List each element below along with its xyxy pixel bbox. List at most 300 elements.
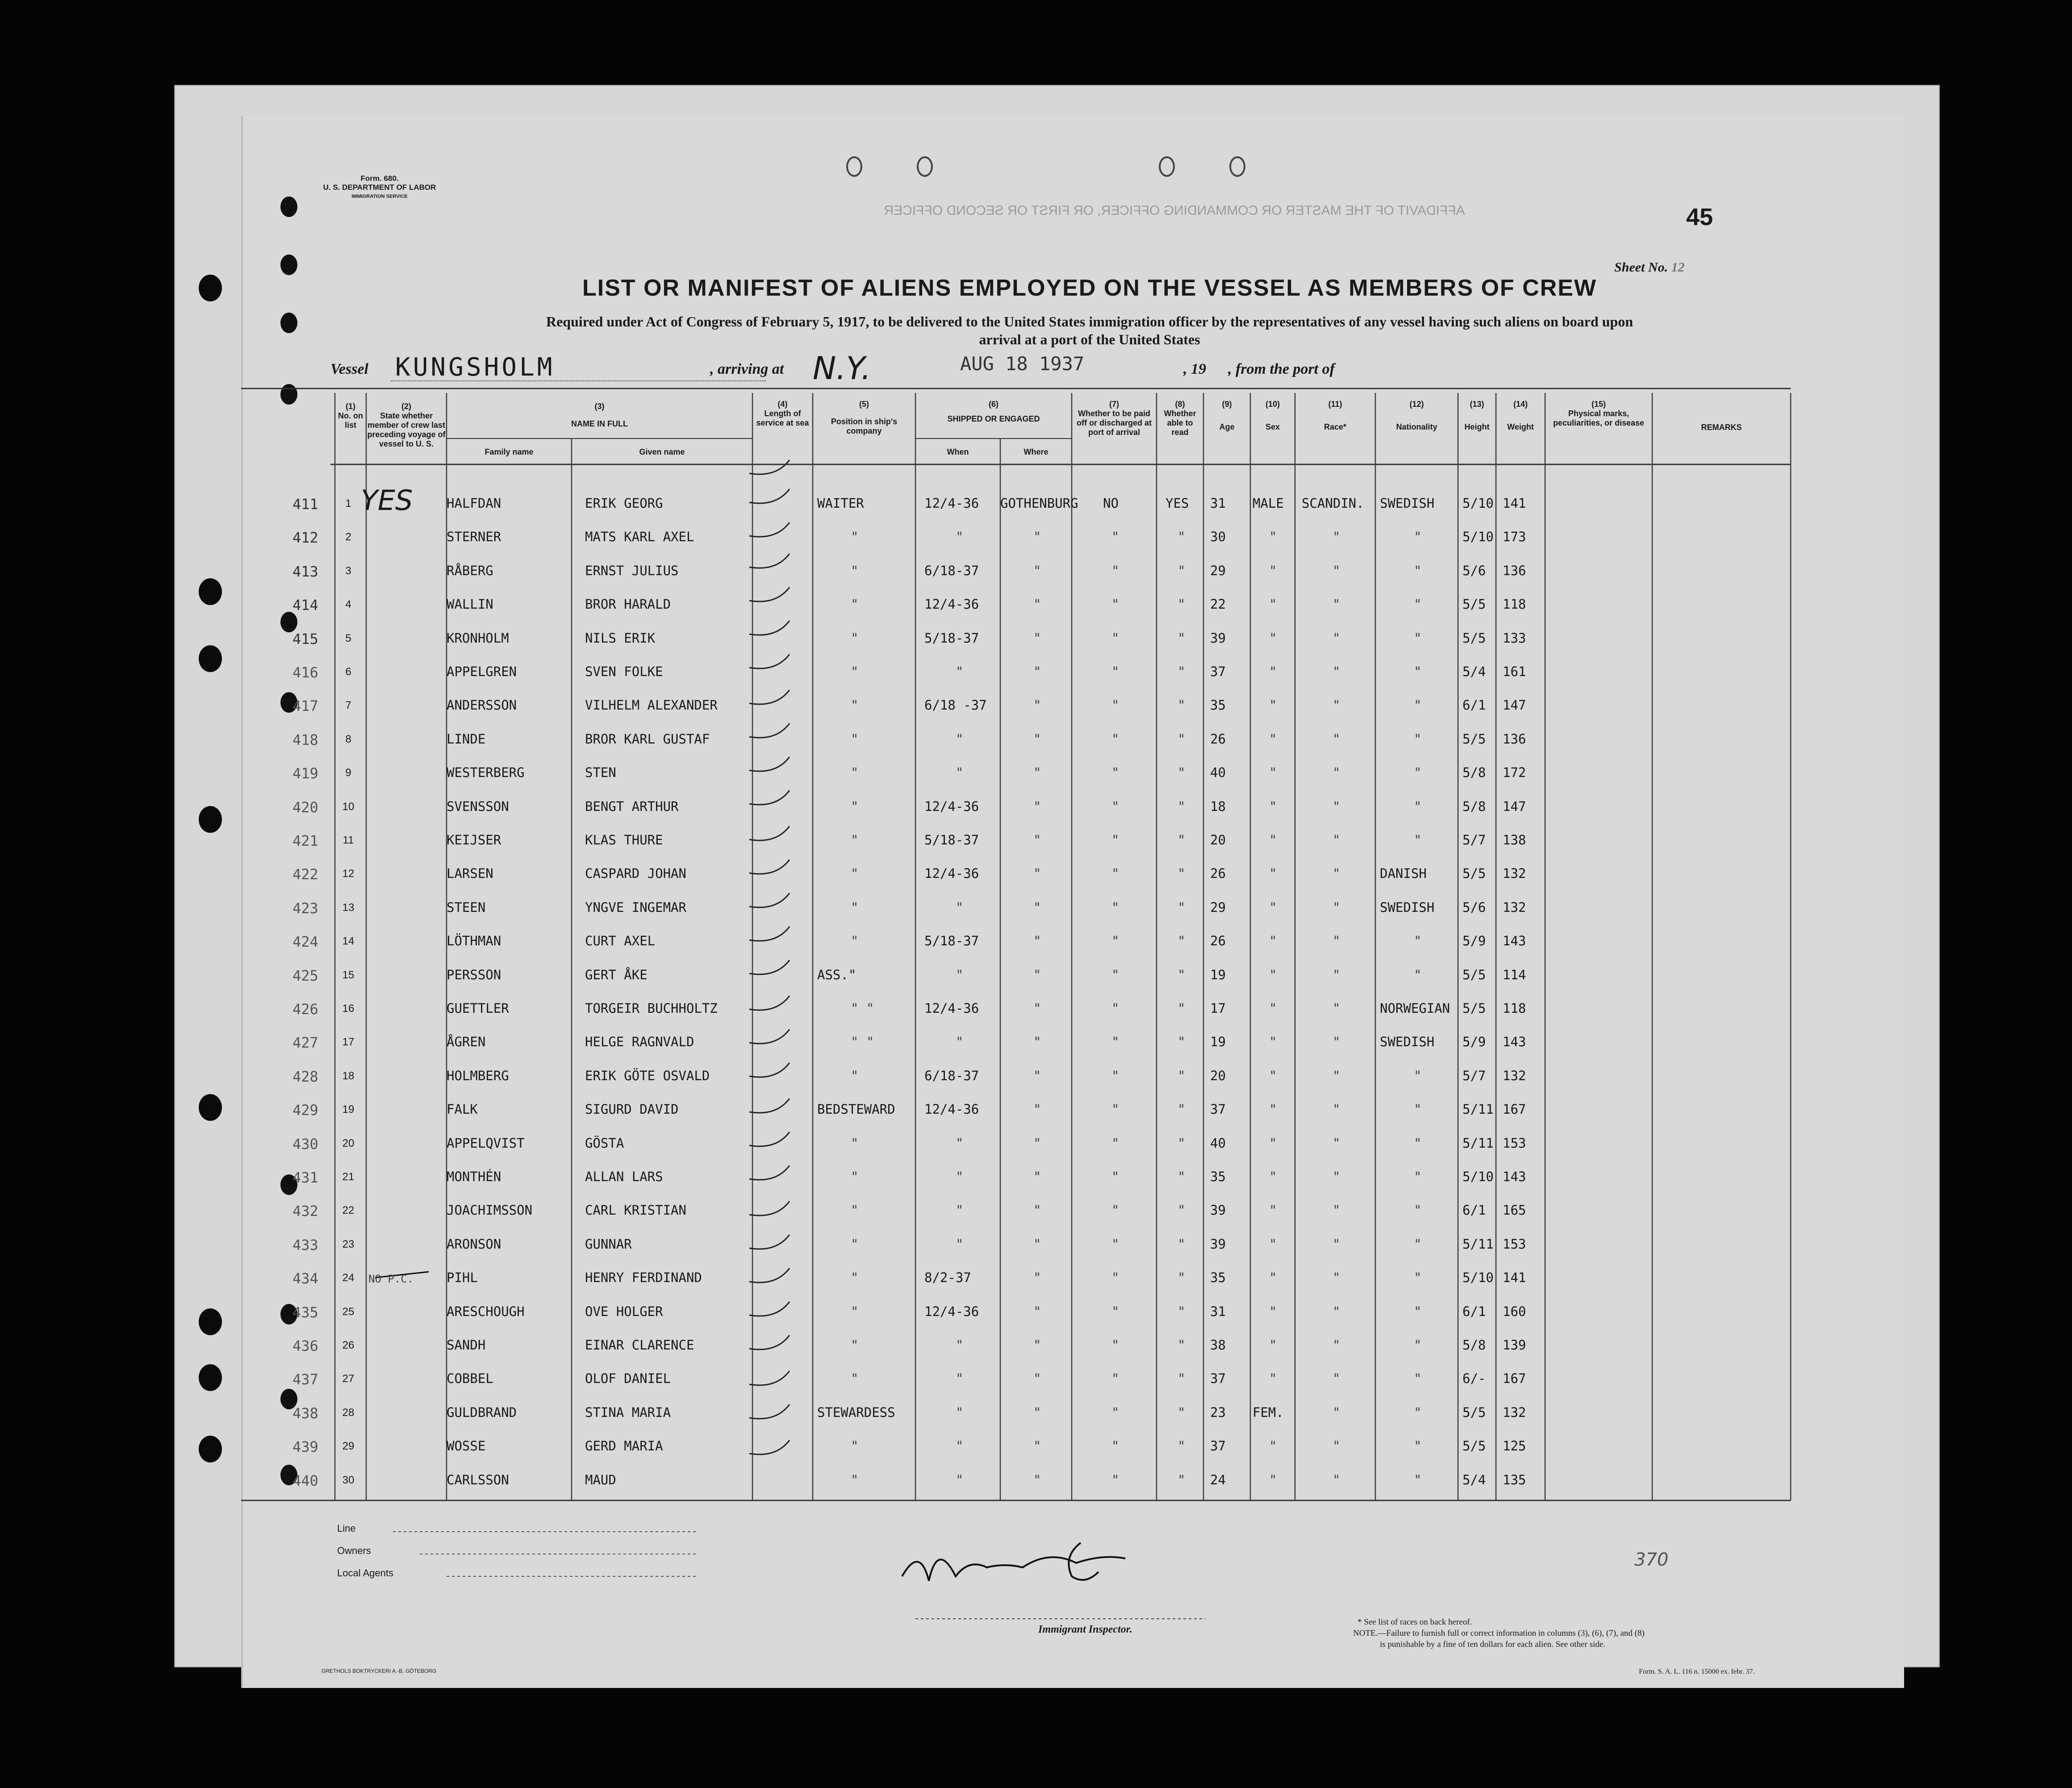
cell-read: " [1178, 933, 1186, 949]
cell-sex: " [1269, 1472, 1277, 1487]
cell-race: " [1333, 563, 1341, 578]
cell-link: 437 [292, 1371, 318, 1388]
cell-sex: " [1269, 1438, 1277, 1454]
cell-family: HOLMBERG [447, 1068, 509, 1083]
cell-height: 5/10 [1462, 1169, 1494, 1184]
cell-weight: 161 [1503, 664, 1526, 679]
cell-where: " [1033, 1034, 1041, 1050]
cell-read: " [1178, 1236, 1186, 1252]
cell-nationality: " [1414, 597, 1422, 612]
cell-sex: " [1269, 529, 1277, 545]
cell-position: " [851, 765, 859, 781]
cell-link: 423 [292, 899, 318, 917]
bleed-through-text: AFFIDAVIT OF THE MASTER OR COMMANDING OFFICER, OR FIRST OR SECOND OFFICER [884, 203, 1465, 218]
cell-nationality: NORWEGIAN [1380, 1001, 1450, 1016]
cell-height: 6/1 [1462, 698, 1486, 713]
cell-link: 424 [292, 933, 318, 951]
cell-age: 31 [1210, 496, 1226, 511]
cell-nationality: " [1414, 1337, 1422, 1353]
cell-race: " [1333, 664, 1341, 679]
cell-height: 5/5 [1462, 1438, 1486, 1454]
cell-family: HALFDAN [447, 496, 501, 511]
cell-weight: 167 [1503, 1102, 1526, 1117]
cell-family: ÅGREN [447, 1034, 486, 1050]
cell-when: " [956, 967, 964, 982]
cell-height: 5/9 [1462, 933, 1486, 949]
cell-family: WOSSE [447, 1438, 486, 1454]
cell-position: " [851, 1135, 859, 1151]
cell-weight: 133 [1503, 630, 1526, 646]
cell-given: VILHELM ALEXANDER [585, 698, 718, 713]
line-label: Line [337, 1523, 356, 1534]
cell-family: KRONHOLM [447, 630, 509, 646]
cell-no: 8 [345, 733, 351, 745]
requirement-line-2: arrival at a port of the United States [979, 331, 1200, 347]
cell-nationality: " [1414, 1438, 1422, 1454]
cell-when: 5/18-37 [924, 933, 979, 949]
cell-position: " [851, 798, 859, 814]
cell-weight: 141 [1503, 1270, 1526, 1286]
cell-nationality: " [1414, 1102, 1422, 1117]
cell-race: " [1333, 798, 1341, 814]
cell-link: 438 [292, 1404, 318, 1422]
cell-link: 436 [292, 1337, 318, 1354]
cell-when: 12/4-36 [924, 1102, 979, 1117]
cell-position: " [851, 698, 859, 713]
cell-nationality: " [1414, 664, 1422, 679]
cell-paid: NO [1103, 496, 1119, 511]
cell-race: " [1333, 1303, 1341, 1319]
cell-paid: " [1111, 899, 1120, 915]
cell-given: TORGEIR BUCHHOLTZ [585, 1001, 718, 1016]
cell-link: 419 [292, 765, 318, 782]
cell-nationality: " [1414, 832, 1422, 848]
cell-where: " [1033, 563, 1041, 578]
cell-position: STEWARDESS [817, 1404, 895, 1420]
cell-sex: " [1269, 832, 1277, 848]
col-header-paid-off: (7) Whether to be paid off or discharged at port of arrival [1076, 400, 1152, 437]
cell-where: " [1033, 933, 1041, 949]
col-header-family-name: Family name [485, 447, 534, 456]
cell-weight: 139 [1503, 1337, 1526, 1353]
cell-sex: " [1269, 1135, 1277, 1151]
cell-race: " [1333, 1034, 1341, 1050]
cell-sex: MALE [1253, 496, 1284, 511]
cell-where: " [1033, 630, 1041, 646]
cell-height: 6/1 [1462, 1203, 1486, 1218]
col-header-shipped: (6) SHIPPED OR ENGAGED [947, 400, 1040, 423]
cell-nationality: " [1414, 1303, 1422, 1319]
cell-read: " [1178, 529, 1186, 545]
cell-where: " [1033, 798, 1041, 814]
cell-where: " [1033, 1404, 1041, 1420]
cell-read: " [1178, 832, 1186, 848]
cell-when: 5/18-37 [924, 832, 979, 848]
cell-nationality: " [1414, 765, 1422, 781]
cell-link: 413 [292, 563, 318, 580]
cell-nationality: " [1414, 630, 1422, 646]
cell-given: ERNST JULIUS [585, 563, 679, 578]
cell-where: " [1033, 1303, 1041, 1319]
cell-given: BROR HARALD [585, 597, 671, 612]
cell-link: 421 [292, 832, 318, 849]
pencil-mark: 370 [1634, 1550, 1669, 1570]
cell-prev: NO P.C. [368, 1273, 414, 1286]
cell-prev: YES [361, 484, 413, 517]
cell-given: STINA MARIA [585, 1404, 671, 1420]
cell-where: GOTHENBURG [1000, 496, 1078, 511]
cell-paid: " [1111, 1169, 1120, 1184]
cell-position: " [851, 1270, 859, 1286]
cell-when: " [956, 1438, 964, 1454]
cell-given: ALLAN LARS [585, 1169, 663, 1184]
cell-no: 23 [342, 1238, 355, 1250]
cell-family: LARSEN [447, 866, 493, 881]
cell-sex: " [1269, 798, 1277, 814]
cell-paid: " [1111, 1404, 1120, 1420]
cell-no: 18 [342, 1069, 355, 1082]
cell-family: WALLIN [447, 597, 493, 612]
cell-family: WESTERBERG [447, 765, 525, 781]
col-header-previous-voyage: (2) State whether member of crew last preceding voyage of vessel to U. S. [367, 402, 446, 448]
service-name: IMMIGRATION SERVICE [351, 194, 408, 199]
cell-link: 430 [292, 1135, 318, 1153]
cell-given: GUNNAR [585, 1236, 632, 1252]
cell-age: 35 [1210, 698, 1226, 713]
col-header-race: (11) Race* [1324, 400, 1347, 431]
cell-age: 39 [1210, 630, 1226, 646]
cell-paid: " [1111, 967, 1120, 982]
inspector-label: Immigrant Inspector. [1038, 1624, 1132, 1635]
cell-weight: 118 [1503, 1001, 1526, 1016]
cell-weight: 147 [1503, 698, 1526, 713]
cell-race: " [1333, 1472, 1341, 1487]
cell-nationality: " [1414, 967, 1422, 982]
cell-sex: " [1269, 664, 1277, 679]
cell-family: ARESCHOUGH [447, 1303, 525, 1319]
cell-position: " [851, 1203, 859, 1218]
cell-no: 2 [345, 531, 351, 543]
cell-read: " [1178, 664, 1186, 679]
cell-age: 19 [1210, 967, 1226, 982]
cell-race: " [1333, 1371, 1341, 1387]
cell-no: 13 [342, 901, 355, 914]
col-header-physical-marks: (15) Physical marks, peculiarities, or disease [1553, 400, 1645, 427]
cell-family: JOACHIMSSON [447, 1203, 533, 1218]
cell-given: SVEN FOLKE [585, 664, 663, 679]
cell-when: " [956, 731, 964, 747]
penalty-note: NOTE.—Failure to furnish full or correct information in columns (3), (6), (7), and (8) [1353, 1629, 1645, 1638]
cell-link: 431 [292, 1169, 318, 1186]
cell-when: " [956, 529, 964, 545]
cell-nationality: DANISH [1380, 866, 1427, 881]
cell-no: 25 [342, 1305, 355, 1318]
cell-weight: 143 [1503, 1034, 1526, 1050]
cell-weight: 138 [1503, 832, 1526, 848]
cell-height: 5/10 [1462, 1270, 1494, 1286]
cell-age: 29 [1210, 563, 1226, 578]
cell-sex: " [1269, 1337, 1277, 1353]
cell-weight: 125 [1503, 1438, 1526, 1454]
cell-sex: " [1269, 765, 1277, 781]
cell-sex: " [1269, 1203, 1277, 1218]
cell-race: " [1333, 1270, 1341, 1286]
cell-link: 427 [292, 1034, 318, 1052]
vessel-label: Vessel [330, 361, 368, 377]
cell-age: 22 [1210, 597, 1226, 612]
cell-height: 5/7 [1462, 1068, 1486, 1083]
cell-read: " [1178, 1303, 1186, 1319]
cell-link: 434 [292, 1270, 318, 1287]
cell-paid: " [1111, 1438, 1120, 1454]
cell-read: " [1178, 866, 1186, 881]
cell-sex: " [1269, 1001, 1277, 1016]
cell-paid: " [1111, 630, 1120, 646]
cell-age: 24 [1210, 1472, 1226, 1487]
cell-no: 17 [342, 1036, 355, 1049]
cell-nationality: SWEDISH [1380, 496, 1435, 511]
cell-race: " [1333, 1404, 1341, 1420]
cell-weight: 172 [1503, 765, 1526, 781]
cell-weight: 118 [1503, 597, 1526, 612]
cell-paid: " [1111, 1034, 1120, 1050]
cell-nationality: " [1414, 1169, 1422, 1184]
col-header-when: When [947, 447, 969, 456]
cell-paid: " [1111, 1236, 1120, 1252]
cell-family: PIHL [447, 1270, 478, 1286]
cell-nationality: SWEDISH [1380, 1034, 1435, 1050]
cell-family: FALK [447, 1102, 478, 1117]
form-number: Form. 680. [360, 174, 399, 183]
cell-paid: " [1111, 1102, 1120, 1117]
cell-sex: " [1269, 597, 1277, 612]
cell-when: 8/2-37 [924, 1270, 971, 1286]
cell-read: " [1178, 698, 1186, 713]
cell-read: " [1178, 563, 1186, 578]
cell-family: SVENSSON [447, 798, 509, 814]
cell-link: 411 [292, 496, 318, 513]
cell-read: " [1178, 1102, 1186, 1117]
cell-where: " [1033, 1270, 1041, 1286]
cell-height: 5/5 [1462, 731, 1486, 747]
cell-weight: 165 [1503, 1203, 1526, 1218]
cell-no: 19 [342, 1103, 355, 1116]
cell-age: 20 [1210, 1068, 1226, 1083]
cell-paid: " [1111, 1472, 1120, 1487]
cell-sex: " [1269, 899, 1277, 915]
cell-read: " [1178, 1371, 1186, 1387]
cell-given: GERD MARIA [585, 1438, 663, 1454]
cell-link: 416 [292, 664, 318, 681]
cell-family: RÅBERG [447, 563, 493, 578]
cell-weight: 132 [1503, 866, 1526, 881]
cell-weight: 136 [1503, 563, 1526, 578]
cell-link: 420 [292, 798, 318, 816]
cell-link: 422 [292, 866, 318, 883]
cell-when: " [956, 1169, 964, 1184]
form-code: Form. S. A. L. 116 n. 15000 ex. febr. 37. [1639, 1668, 1755, 1675]
cell-nationality: SWEDISH [1380, 899, 1435, 915]
cell-no: 21 [342, 1171, 355, 1183]
cell-when: 6/18-37 [924, 563, 979, 578]
cell-given: STEN [585, 765, 616, 781]
cell-position: " [851, 630, 859, 646]
cell-read: YES [1166, 496, 1189, 511]
cell-race: " [1333, 1135, 1341, 1151]
cell-no: 27 [342, 1373, 355, 1385]
cell-link: 440 [292, 1472, 318, 1489]
cell-paid: " [1111, 933, 1120, 949]
cell-paid: " [1111, 832, 1120, 848]
cell-when: 6/18 -37 [924, 698, 987, 713]
cell-position: " [851, 731, 859, 747]
cell-given: SIGURD DAVID [585, 1102, 679, 1117]
cell-no: 15 [342, 969, 355, 981]
cell-age: 39 [1210, 1203, 1226, 1218]
cell-sex: " [1269, 698, 1277, 713]
cell-read: " [1178, 630, 1186, 646]
cell-age: 31 [1210, 1303, 1226, 1319]
cell-read: " [1178, 1169, 1186, 1184]
cell-link: 425 [292, 967, 318, 984]
cell-where: " [1033, 899, 1041, 915]
cell-link: 433 [292, 1236, 318, 1253]
cell-given: GÖSTA [585, 1135, 624, 1151]
cell-age: 30 [1210, 529, 1226, 545]
cell-paid: " [1111, 664, 1120, 679]
cell-when: " [956, 1472, 964, 1487]
cell-read: " [1178, 1438, 1186, 1454]
cell-when: " [956, 1034, 964, 1050]
cell-read: " [1178, 967, 1186, 982]
cell-position: " [851, 1472, 859, 1487]
cell-position: " [851, 933, 859, 949]
cell-sex: " [1269, 1068, 1277, 1083]
cell-given: KLAS THURE [585, 832, 663, 848]
cell-where: " [1033, 1169, 1041, 1184]
cell-age: 37 [1210, 1438, 1226, 1454]
cell-link: 429 [292, 1102, 318, 1119]
cell-age: 26 [1210, 731, 1226, 747]
cell-weight: 143 [1503, 1169, 1526, 1184]
cell-link: 412 [292, 529, 318, 547]
cell-paid: " [1111, 1270, 1120, 1286]
cell-where: " [1033, 1371, 1041, 1387]
cell-where: " [1033, 1337, 1041, 1353]
cell-height: 5/8 [1462, 1337, 1486, 1353]
cell-height: 5/5 [1462, 967, 1486, 982]
cell-position: BEDSTEWARD [817, 1102, 895, 1117]
cell-race: " [1333, 765, 1341, 781]
cell-race: " [1333, 1203, 1341, 1218]
cell-height: 5/5 [1462, 1404, 1486, 1420]
cell-nationality: " [1414, 563, 1422, 578]
cell-race: " [1333, 866, 1341, 881]
cell-height: 6/- [1462, 1371, 1486, 1387]
cell-race: " [1333, 1068, 1341, 1083]
cell-position: " " [851, 1034, 874, 1050]
cell-no: 22 [342, 1204, 355, 1217]
cell-paid: " [1111, 597, 1120, 612]
cell-race: " [1333, 731, 1341, 747]
cell-no: 1 [345, 497, 351, 510]
cell-family: APPELGREN [447, 664, 517, 679]
cell-where: " [1033, 1001, 1041, 1016]
cell-paid: " [1111, 1303, 1120, 1319]
cell-family: COBBEL [447, 1371, 493, 1387]
cell-where: " [1033, 698, 1041, 713]
cell-age: 26 [1210, 933, 1226, 949]
cell-age: 38 [1210, 1337, 1226, 1353]
col-header-name: (3) NAME IN FULL [571, 402, 628, 428]
cell-where: " [1033, 1135, 1041, 1151]
cell-position: " [851, 832, 859, 848]
col-header-position: (5) Position in ship's company [831, 400, 898, 435]
cell-weight: 153 [1503, 1236, 1526, 1252]
cell-read: " [1178, 1270, 1186, 1286]
cell-sex: " [1269, 630, 1277, 646]
cell-race: " [1333, 933, 1341, 949]
cell-family: SANDH [447, 1337, 486, 1353]
cell-when: 12/4-36 [924, 798, 979, 814]
cell-where: " [1033, 1203, 1041, 1218]
cell-paid: " [1111, 1337, 1120, 1353]
cell-paid: " [1111, 1068, 1120, 1083]
cell-read: " [1178, 1135, 1186, 1151]
cell-position: " [851, 529, 859, 545]
local-agents-label: Local Agents [337, 1567, 393, 1579]
cell-position: ASS." [817, 967, 856, 982]
cell-paid: " [1111, 731, 1120, 747]
cell-when: 12/4-36 [924, 496, 979, 511]
cell-no: 16 [342, 1003, 355, 1015]
cell-sex: " [1269, 933, 1277, 949]
cell-height: 5/11 [1462, 1236, 1494, 1252]
date-stamp: AUG 18 1937 [960, 353, 1085, 375]
cell-when: " [956, 1337, 964, 1353]
col-header-height: (13) Height [1464, 400, 1490, 431]
cell-read: " [1178, 1001, 1186, 1016]
cell-when: " [956, 1371, 964, 1387]
cell-weight: 143 [1503, 933, 1526, 949]
cell-height: 5/6 [1462, 899, 1486, 915]
cell-paid: " [1111, 563, 1120, 578]
cell-read: " [1178, 1034, 1186, 1050]
cell-weight: 132 [1503, 1404, 1526, 1420]
cell-read: " [1178, 1404, 1186, 1420]
cell-nationality: " [1414, 1270, 1422, 1286]
cell-age: 37 [1210, 1371, 1226, 1387]
cell-paid: " [1111, 798, 1120, 814]
cell-sex: " [1269, 1034, 1277, 1050]
department-name: U. S. DEPARTMENT OF LABOR [323, 183, 436, 192]
cell-when: " [956, 1203, 964, 1218]
col-header-where: Where [1023, 447, 1049, 456]
cell-family: APPELQVIST [447, 1135, 525, 1151]
cell-where: " [1033, 664, 1041, 679]
cell-no: 5 [345, 632, 351, 644]
cell-position: " [851, 1337, 859, 1353]
cell-race: " [1333, 1438, 1341, 1454]
cell-read: " [1178, 798, 1186, 814]
cell-when: 12/4-36 [924, 1303, 979, 1319]
cell-nationality: " [1414, 698, 1422, 713]
cell-read: " [1178, 899, 1186, 915]
cell-height: 5/11 [1462, 1135, 1494, 1151]
cell-paid: " [1111, 765, 1120, 781]
cell-age: 35 [1210, 1270, 1226, 1286]
cell-link: 418 [292, 731, 318, 748]
